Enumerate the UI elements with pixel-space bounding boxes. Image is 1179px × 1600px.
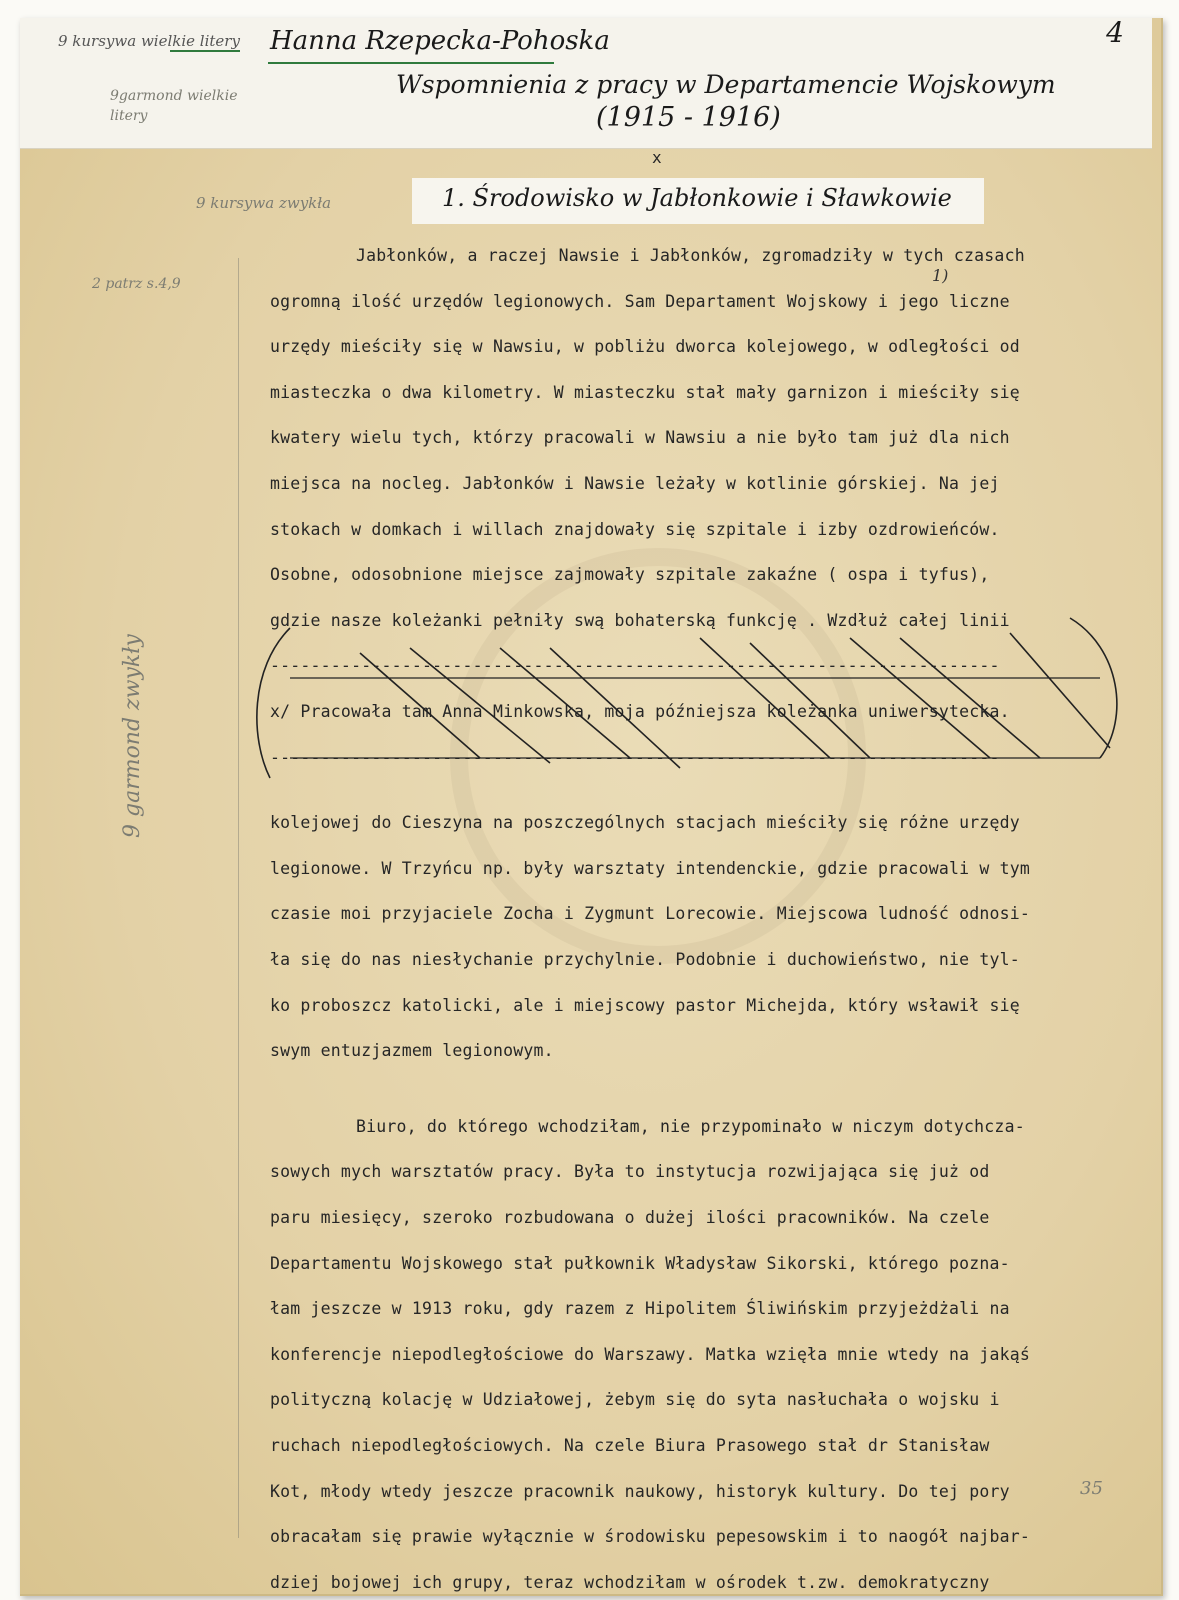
text-line: Biuro, do którego wchodziłam, nie przypominało w niczym dotychcza-	[356, 1116, 1025, 1136]
text-line: x/ Pracowała tam Anna Minkowska, moja późniejsza koleżanka uniwersytecka.	[270, 702, 1010, 721]
text-line: kolejowej do Cieszyna na poszczególnych stacjach mieściły się różne urzędy	[270, 813, 1020, 833]
typographer-note-top: 9 kursywa wielkie litery	[58, 32, 240, 50]
memoir-years: (1915 - 1916)	[596, 102, 781, 133]
margin-pencil-line	[238, 258, 239, 1538]
text-line: konferencje niepodległościowe do Warszawy. Matka wzięła mnie wtedy na jakąś	[270, 1344, 1031, 1364]
text-line: Jabłonków, a raczej Nawsie i Jabłonków, zgromadziły w tych czasach	[356, 246, 1025, 265]
title-label-strip	[20, 18, 1152, 149]
text-line: ogromną ilość urzędów legionowych. Sam Departament Wojskowy i jego liczne	[270, 291, 1010, 311]
author-name: Hanna Rzepecka-Pohoska	[270, 26, 610, 56]
text-line: miasteczka o dwa kilometry. W miasteczku stał mały garnizon i mieściły się	[270, 382, 1020, 402]
cross-out-scribble-icon	[250, 608, 1130, 788]
text-line: urzędy mieściły się w Nawsiu, w pobliżu dworca kolejowego, w odległości od	[270, 337, 1020, 357]
text-line: sowych mych warsztatów pracy. Była to instytucja rozwijająca się już od	[270, 1162, 990, 1182]
text-line: ------------------------------------------------------------------------	[270, 656, 1000, 676]
text-line: swym entuzjazmem legionowym.	[270, 1041, 554, 1061]
text-line: czasie moi przyjaciele Zocha i Zygmunt Lorecowie. Miejscowa ludność odnosi-	[270, 904, 1031, 924]
author-underline	[268, 62, 554, 64]
text-line: łam jeszcze w 1913 roku, gdy razem z Hipolitem Śliwińskim przyjeżdżali na	[270, 1299, 1010, 1319]
text-line: ko proboszcz katolicki, ale i miejscowy pastor Michejda, który wsławił się	[270, 995, 1020, 1015]
typographer-note-vertical: 9 garmond zwykły	[120, 634, 145, 838]
text-line: paru miesięcy, szeroko rozbudowana o dużej ilości pracowników. Na czele	[270, 1208, 990, 1227]
memoir-title: Wspomnienia z pracy w Departamencie Wojskowym	[396, 70, 1056, 99]
x-mark: x	[652, 148, 662, 167]
text-line: legionowe. W Trzyńcu np. były warsztaty intendenckie, gdzie pracowali w tym	[270, 858, 1031, 878]
section-heading-label	[412, 178, 984, 224]
note-underline	[170, 50, 240, 52]
page-number-bottom: 35	[1080, 1478, 1103, 1499]
footnote-mark: 1)	[932, 266, 949, 285]
text-line: kwatery wielu tych, którzy pracowali w Nawsiu a nie było tam już dla nich	[270, 428, 1010, 448]
text-line: ------------------------------------------------------------------------	[270, 747, 1000, 767]
text-line: Kot, młody wtedy jeszcze pracownik naukowy, historyk kultury. Do tej pory	[270, 1481, 1010, 1501]
page-number: 4	[1106, 16, 1124, 49]
text-line: dziej bojowej ich grupy, teraz wchodziłam w ośrodek t.zw. demokratyczny	[270, 1572, 990, 1592]
section-heading: 1. Środowisko w Jabłonkowie i Sławkowie	[442, 184, 952, 212]
text-line: gdzie nasze koleżanki pełniły swą bohaterską funkcję . Wzdłuż całej linii	[270, 610, 1010, 630]
typographer-note-side: 2 patrz s.4,9	[92, 276, 181, 292]
text-line: stokach w domkach i willach znajdowały się szpitale i izby ozdrowieńców.	[270, 519, 1000, 539]
text-line: Departamentu Wojskowego stał pułkownik Władysław Sikorski, którego pozna-	[270, 1253, 1010, 1273]
text-line: Osobne, odosobnione miejsce zajmowały szpitale zakaźne ( ospa i tyfus),	[270, 565, 990, 585]
text-line: polityczną kolację w Udziałowej, żebym się do syta nasłuchała o wojsku i	[270, 1390, 1000, 1410]
typescript-page	[20, 18, 1163, 1596]
typographer-note-middle: 9garmond wielkie litery	[110, 88, 238, 124]
text-line: obracałam się prawie wyłącznie w środowisku pepesowskim i to naogół najbar-	[270, 1527, 1031, 1547]
text-line: ruchach niepodległościowych. Na czele Biura Prasowego stał dr Stanisław	[270, 1436, 990, 1455]
text-line: ła się do nas niesłychanie przychylnie. Podobnie i duchowieństwo, nie tyl-	[270, 950, 1020, 969]
typographer-note-heading: 9 kursywa zwykła	[196, 194, 332, 212]
text-line: miejsca na nocleg. Jabłonków i Nawsie leżały w kotlinie górskiej. Na jej	[270, 474, 1000, 493]
